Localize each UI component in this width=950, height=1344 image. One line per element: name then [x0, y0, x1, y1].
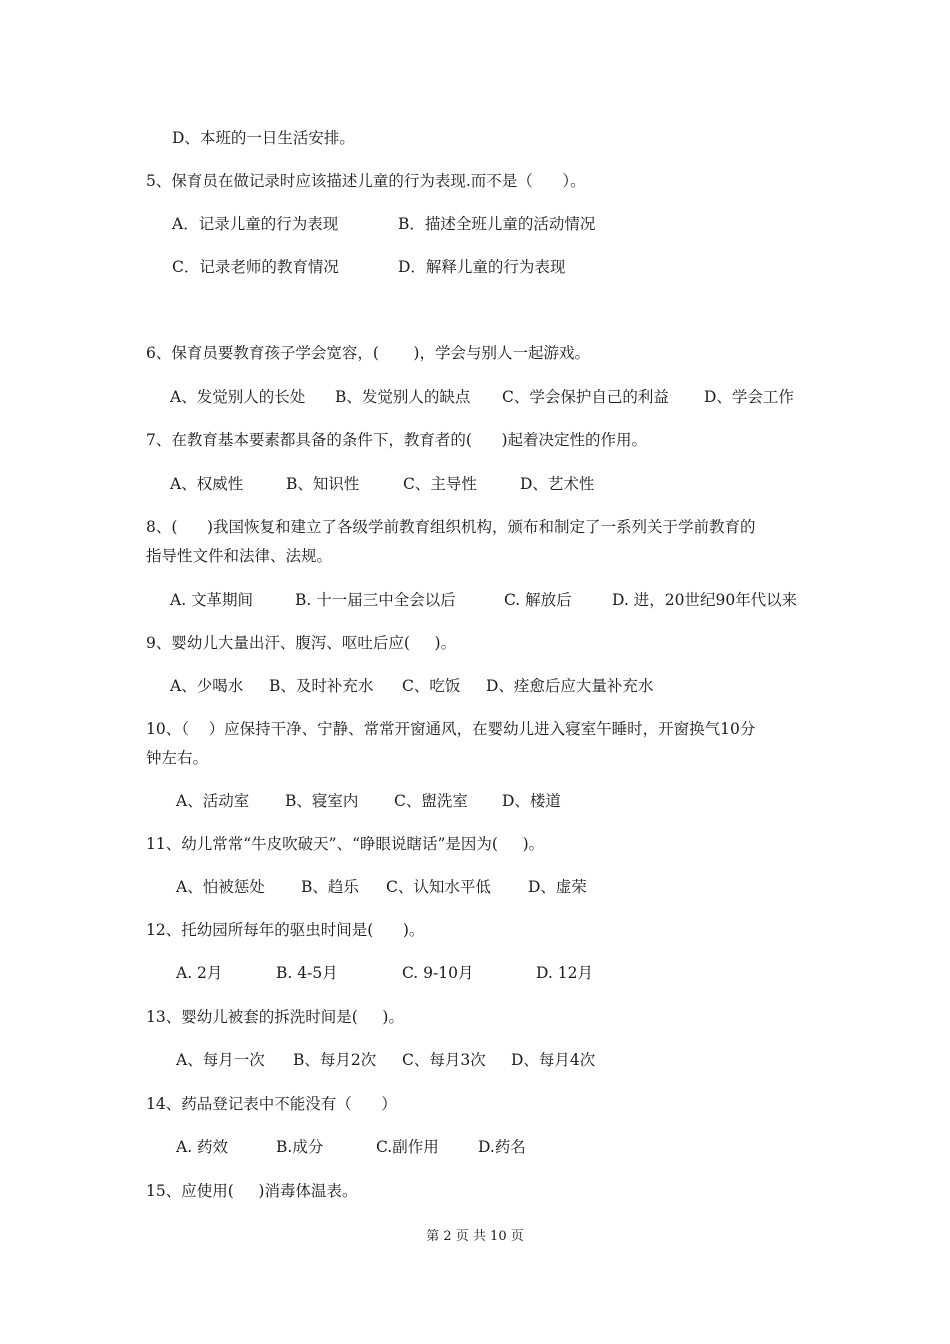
q14-option-c: C.副作用 — [376, 1138, 439, 1156]
q9-option-c: C、吃饭 — [402, 677, 461, 695]
q10-option-d: D、楼道 — [502, 792, 561, 810]
q10-option-a: A、活动室 — [176, 792, 250, 810]
q9-options — [170, 676, 654, 696]
q7-option-d: D、艺术性 — [520, 475, 595, 493]
q6-option-d: D、学会工作 — [704, 388, 794, 406]
q10-options — [176, 791, 561, 811]
q13-option-c: C、每月3次 — [402, 1051, 486, 1069]
q4-option-d: D、本班的一日生活安排。 — [172, 129, 355, 147]
question-8-line-2: 指导性文件和法律、法规。 — [146, 547, 333, 565]
q10-option-c: C、盥洗室 — [394, 792, 468, 810]
question-10-line-2: 钟左右。 — [146, 749, 209, 767]
question-10-line-1: 10、（ ）应保持干净、宁静、常常开窗通风，在婴幼儿进入寝室午睡时，开窗换气10分 — [146, 720, 756, 738]
q7-options — [170, 474, 595, 494]
question-7: 7、在教育基本要素都具备的条件下，教育者的( )起着决定性的作用。 — [146, 431, 648, 449]
q5-option-c: C．记录老师的教育情况 — [172, 258, 339, 276]
question-15: 15、应使用( )消毒体温表。 — [146, 1182, 358, 1200]
question-14: 14、药品登记表中不能没有（ ） — [146, 1095, 397, 1113]
q13-option-d: D、每月4次 — [511, 1051, 596, 1069]
q6-option-c: C、学会保护自己的利益 — [502, 388, 669, 406]
q12-option-a: A. 2月 — [176, 964, 223, 982]
q11-options — [176, 877, 587, 897]
question-13: 13、婴幼儿被套的拆洗时间是( )。 — [146, 1008, 404, 1026]
q10-option-b: B、寝室内 — [285, 792, 359, 810]
q14-option-a: A. 药效 — [176, 1138, 229, 1156]
q7-option-c: C、主导性 — [403, 475, 477, 493]
q13-option-a: A、每月一次 — [176, 1051, 265, 1069]
q14-option-d: D.药名 — [478, 1138, 526, 1156]
q11-option-d: D、虚荣 — [528, 878, 587, 896]
q6-option-b: B、发觉别人的缺点 — [335, 388, 471, 406]
page-number-footer: 第 2 页 共 10 页 — [426, 1229, 524, 1244]
question-5: 5、保育员在做记录时应该描述儿童的行为表现.而不是（ ）。 — [146, 172, 586, 190]
q12-option-c: C. 9-10月 — [402, 964, 474, 982]
q11-option-b: B、趋乐 — [301, 878, 359, 896]
question-11: 11、幼儿常常“牛皮吹破天”、“睁眼说瞎话”是因为( )。 — [146, 835, 545, 853]
q14-options — [176, 1137, 526, 1157]
q7-option-a: A、权威性 — [170, 475, 244, 493]
q8-option-a: A. 文革期间 — [170, 591, 254, 609]
q11-option-a: A、怕被惩处 — [176, 878, 265, 896]
q9-option-b: B、及时补充水 — [269, 677, 374, 695]
q12-options — [176, 963, 593, 983]
q5-options-row-1 — [172, 214, 596, 234]
q13-option-b: B、每月2次 — [293, 1051, 377, 1069]
q12-option-b: B. 4-5月 — [276, 964, 338, 982]
q9-option-a: A、少喝水 — [170, 677, 244, 695]
q6-options — [170, 387, 794, 407]
q9-option-d: D、痊愈后应大量补充水 — [486, 677, 654, 695]
q5-option-a: A．记录儿童的行为表现 — [172, 215, 339, 233]
q8-option-c: C. 解放后 — [504, 591, 572, 609]
q11-option-c: C、认知水平低 — [386, 878, 491, 896]
q8-option-b: B. 十一届三中全会以后 — [295, 591, 456, 609]
question-8-line-1: 8、( )我国恢复和建立了各级学前教育组织机构，颁布和制定了一系列关于学前教育的 — [146, 518, 756, 536]
question-6: 6、保育员要教育孩子学会宽容，( )，学会与别人一起游戏。 — [146, 344, 590, 362]
q12-option-d: D. 12月 — [536, 964, 593, 982]
question-12: 12、托幼园所每年的驱虫时间是( )。 — [146, 921, 425, 939]
q8-options — [170, 590, 798, 610]
q6-option-a: A、发觉别人的长处 — [170, 388, 306, 406]
q5-option-b: B．描述全班儿童的活动情况 — [398, 215, 596, 233]
q8-option-d: D. 进，20世纪90年代以来 — [612, 591, 798, 609]
q5-options-row-2 — [172, 257, 566, 277]
q14-option-b: B.成分 — [276, 1138, 324, 1156]
q7-option-b: B、知识性 — [286, 475, 360, 493]
question-9: 9、婴幼儿大量出汗、腹泻、呕吐后应( )。 — [146, 634, 457, 652]
q5-option-d: D．解释儿童的行为表现 — [398, 258, 566, 276]
q13-options — [176, 1050, 596, 1070]
